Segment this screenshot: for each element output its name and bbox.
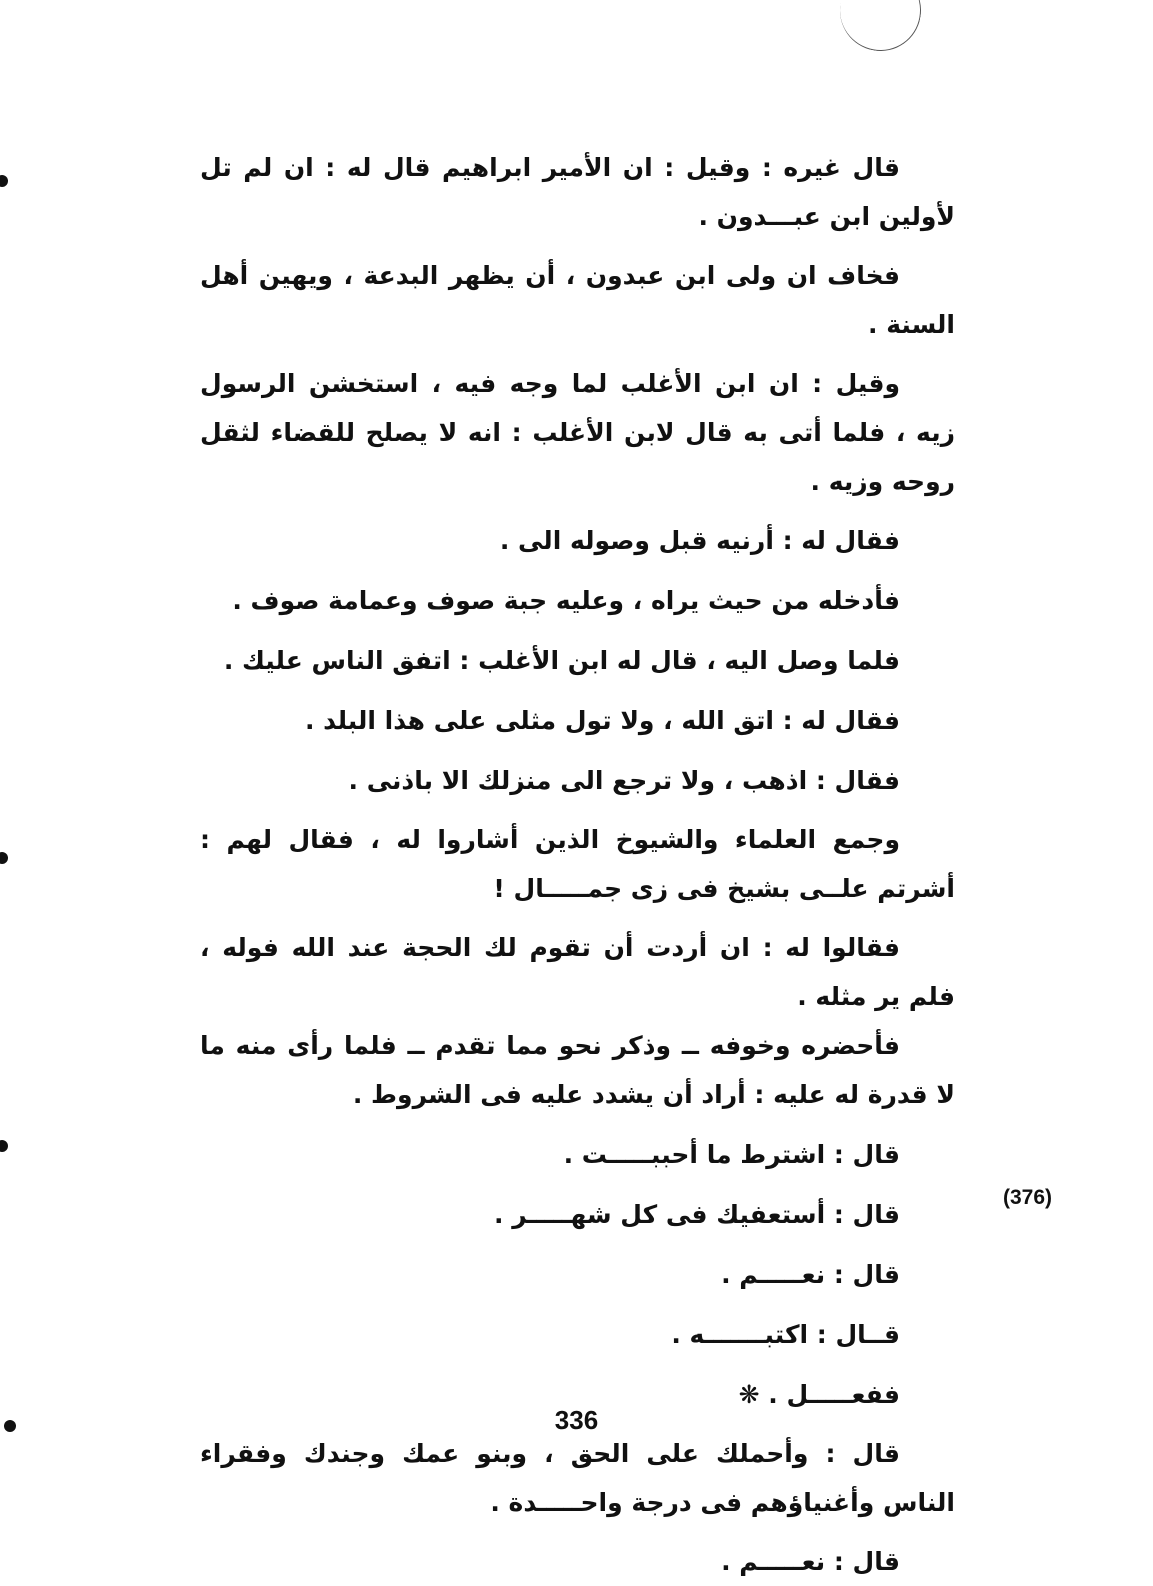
binding-hole-mark [0, 1140, 8, 1152]
paragraph: فقالوا له : ان أردت أن تقوم لك الحجة عند الله فوله ، فلم ير مثله . [200, 933, 955, 1011]
binding-hole-mark [0, 852, 8, 864]
scan-arc-mark [834, 0, 928, 57]
paragraph: قال : نعـــــم . [721, 1547, 900, 1576]
paragraph: فأدخله من حيث يراه ، وعليه جبة صوف وعمامة صوف . [232, 586, 900, 615]
paragraph: قــال : اكتبـــــــه . [671, 1320, 900, 1349]
paragraph: فقال له : اتق الله ، ولا تول مثلى على هذا البلد . [304, 706, 900, 735]
paragraph: ففعـــــل . ❋ [738, 1380, 900, 1409]
margin-reference-number: (376) [1003, 1186, 1053, 1209]
paragraph: وقيل : ان ابن الأغلب لما وجه فيه ، استخشن الرسول زيه ، فلما أتى به قال لابن الأغلب : انه لا يصلح للقضاء لثقل روحه وزيه . [200, 369, 955, 496]
page-number: 336 [554, 1405, 599, 1435]
paragraph: فقال له : أرنيه قبل وصوله الى . [499, 526, 900, 555]
body-text [200, 143, 955, 1586]
paragraph: وجمع العلماء والشيوخ الذين أشاروا له ، فقال لهم : أشرتم علــى بشيخ فى زى جمـــــال ! [200, 825, 955, 903]
paragraph: قال : أستعفيك فى كل شهـــــر . [494, 1200, 900, 1229]
paragraph: قال : وأحملك على الحق ، وبنو عمك وجندك وفقراء الناس وأغنياؤهم فى درجة واحـــــدة . [200, 1439, 955, 1517]
paragraph: قال غيره : وقيل : ان الأمير ابراهيم قال له : ان لم تل لأولين ابن عبـــدون . [200, 153, 955, 231]
binding-hole-mark [0, 175, 8, 187]
paragraph: فأحضره وخوفه ــ وذكر نحو مما تقدم ــ فلما رأى منه ما لا قدرة له عليه : أراد أن يشدد عليه فى الشروط . [200, 1031, 955, 1109]
paragraph: فخاف ان ولى ابن عبدون ، أن يظهر البدعة ، ويهين أهل السنة . [200, 261, 955, 339]
paragraph: قال : نعـــــم . [721, 1260, 900, 1289]
paragraph: فلما وصل اليه ، قال له ابن الأغلب : اتفق الناس عليك . [223, 646, 900, 675]
paragraph: فقال : اذهب ، ولا ترجع الى منزلك الا باذنى . [348, 766, 900, 795]
paragraph: قال : اشترط ما أحببـــــت . [563, 1140, 900, 1169]
